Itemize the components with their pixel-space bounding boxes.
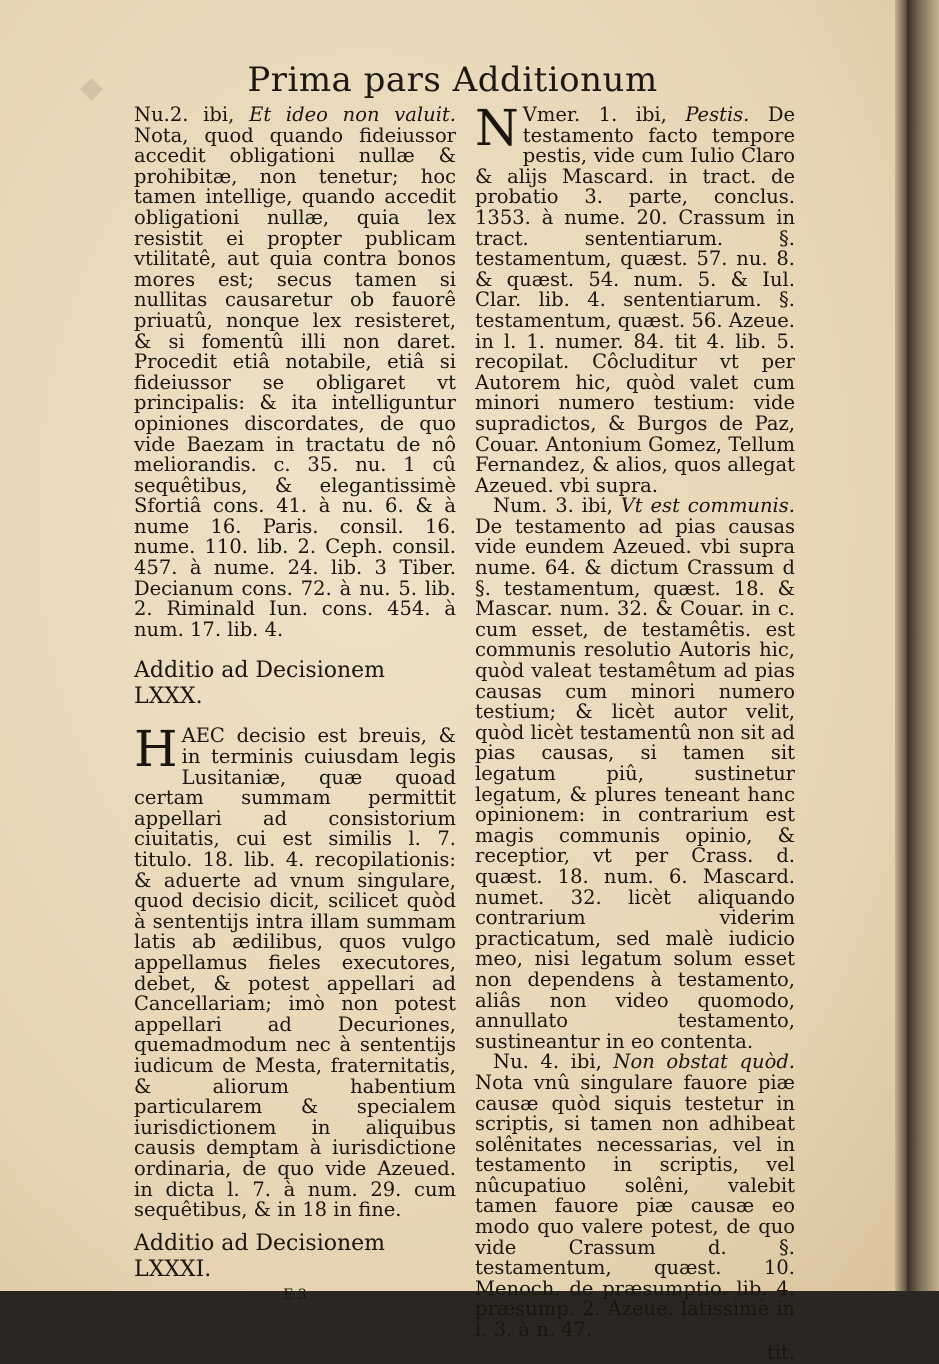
heading-1-line-2: LXXX. — [134, 684, 203, 710]
right-para2-lead: Num. 3. ibi, — [493, 494, 621, 518]
dropcap-n: N — [475, 99, 519, 157]
catchword: tit. — [766, 1340, 795, 1364]
right-para2-body: De testamento ad pias causas vide eundem Azeued. vbi supra nume. 64. & dictum Crassum d §. testamentum, quæst. 18. & Mascar. num. 32. & Couar. in c. cum esset, de testamêtis. est communis resolutio Autoris hic, quòd valeat testamêtum ad pias causas cum minori numero testium; & licèt autor velit, quòd licèt testamentû non sit ad pias causas, si tamen sit legatum piû, sustinetur legatum, & plures teneant hanc opinionem: in contrarium est magis communis opinio, & receptior, vt per Crass. d. quæst. 18. num. 6. Mascard. numet. 32. licèt aliquando contrarium viderim practicatum, sed malè iudicio meo, nisi legatum solum esset non dependens à testamento, aliâs non video quomodo, annullato testamento, sustineantur in eo contenta. — [475, 514, 795, 1053]
right-paragraph-1 — [475, 99, 795, 497]
left-para1-body: Nota, quod quando fideiussor accedit obligationi nullæ & prohibitæ, non tenetur; hoc tamen intellige, quando accedit obligationi nullæ, quia lex resistit ei propter publicam vtilitatê, aut quia contra bonos mores est; secus tamen si nullitas causaretur ob fauorê priuatû, nonque lex resisteret, & si fomentû illi non daret. Procedit etiâ notabile, etiâ si fideiussor se obligaret vt principalis: & ita intelliguntur opiniones discordates, de quo vide Baezam in tractatu de nô meliorandis. c. 35. nu. 1 cû sequêtibus, & elegantissimè Sfortiâ cons. 41. à nu. 6. & à nume 16. Paris. consil. 16. nume. 110. lib. 2. Ceph. consil. 457. à nume. 24. lib. 3 Tiber. Decianum cons. 72. à nu. 5. lib. 2. Riminald Iun. cons. 454. à num. 17. lib. 4. — [134, 123, 456, 641]
right-column — [475, 99, 795, 1364]
left-paragraph-2 — [134, 720, 456, 1222]
heading-1-line-1: Additio ad Decisionem — [134, 658, 386, 684]
heading-2-line-2: LXXXI. — [134, 1256, 212, 1282]
signature-mark: E 3 — [283, 1286, 307, 1303]
left-para2-body: AEC decisio est breuis, & in terminis cuiusdam legis Lusitaniæ, quæ quoad certam summam permittit appellari ad consistorium ciuitatis, cui est similis l. 7. titulo. 18. lib. 4. recopilationis: & aduerte ad vnum singulare, quod decisio dicit, scilicet quòd à sententijs intra illam summam latis ab ædilibus, quos vulgo appellamus fieles executores, debet, & potest appellari ad Cancellariam; imò non potest appellari ad Decuriones, quemadmodum nec à sententijs iudicum de Mesta, fraternitatis, & aliorum habentium particularem & specialem iurisdictionem in aliquibus causis demptam à iurisdictione ordinaria, de quo vide Azeued. in dicta l. 7. à num. 29. cum sequêtibus, & in 18 in fine. — [134, 724, 456, 1222]
right-para1-italic: Pestis. — [685, 103, 750, 126]
right-para1-body: De testamento facto tempore pestis, vide cum Iulio Claro & alijs Mascard. in tract. de probatio 3. parte, conclus. 1353. à nume. 20. Crassum in tract. sententiarum. §. testamentum, quæst. 57. nu. 8. & quæst. 54. num. 5. & Iul. Clar. lib. 4. sententiarum. §. testamentum, quæst. 56. Azeue. in l. 1. numer. 84. tit 4. lib. 5. recopilat. Côcluditur vt per Autorem hic, quòd valet cum minori numero testium: vide supradictos, & Burgos de Paz, Couar. Antonium Gomez, Tellum Fernandez, & alios, quos allegat Azeued. vbi supra. — [475, 103, 795, 497]
left-para1-lead: Nu.2. ibi, — [134, 103, 250, 126]
page-edge — [895, 0, 907, 1291]
page-title: Prima pars Additionum — [247, 60, 658, 100]
left-para1-italic: Et ideo non valuit. — [249, 103, 456, 126]
right-para2-italic: Vt est communis. — [620, 494, 795, 518]
right-para3-italic: Non obstat quòd. — [613, 1050, 795, 1074]
right-para3-lead: Nu. 4. ibi, — [493, 1050, 614, 1074]
right-para1-lead: Vmer. 1. ibi, — [522, 103, 686, 126]
left-paragraph-1 — [134, 105, 456, 640]
adjacent-page-edge — [907, 0, 939, 1291]
left-column — [134, 105, 456, 1303]
show-through-text: ◆ — [80, 70, 104, 105]
right-paragraph-3 — [475, 1052, 795, 1340]
addition-heading-lxxxi — [134, 1231, 456, 1283]
right-para3-body: Nota vnû singulare fauore piæ causæ quòd siquis testetur in scriptis, si tamen non adhibeat solênitates necessarias, vel in testamento in scriptis, vel nûcupatiuo solêni, valebit tamen fauore piæ causæ eo modo quo valere potest, de quo vide Crassum d. §. testamentum, quæst. 10. Menoch. de præsumptio. lib. 4. præsump. 2. Azeue. latissimè in l. 3. à n. 47. — [475, 1070, 795, 1342]
right-paragraph-2 — [475, 496, 795, 1052]
addition-heading-lxxx — [134, 658, 456, 710]
dropcap-h: H — [134, 720, 178, 779]
heading-2-line-1: Additio ad Decisionem — [134, 1230, 386, 1256]
